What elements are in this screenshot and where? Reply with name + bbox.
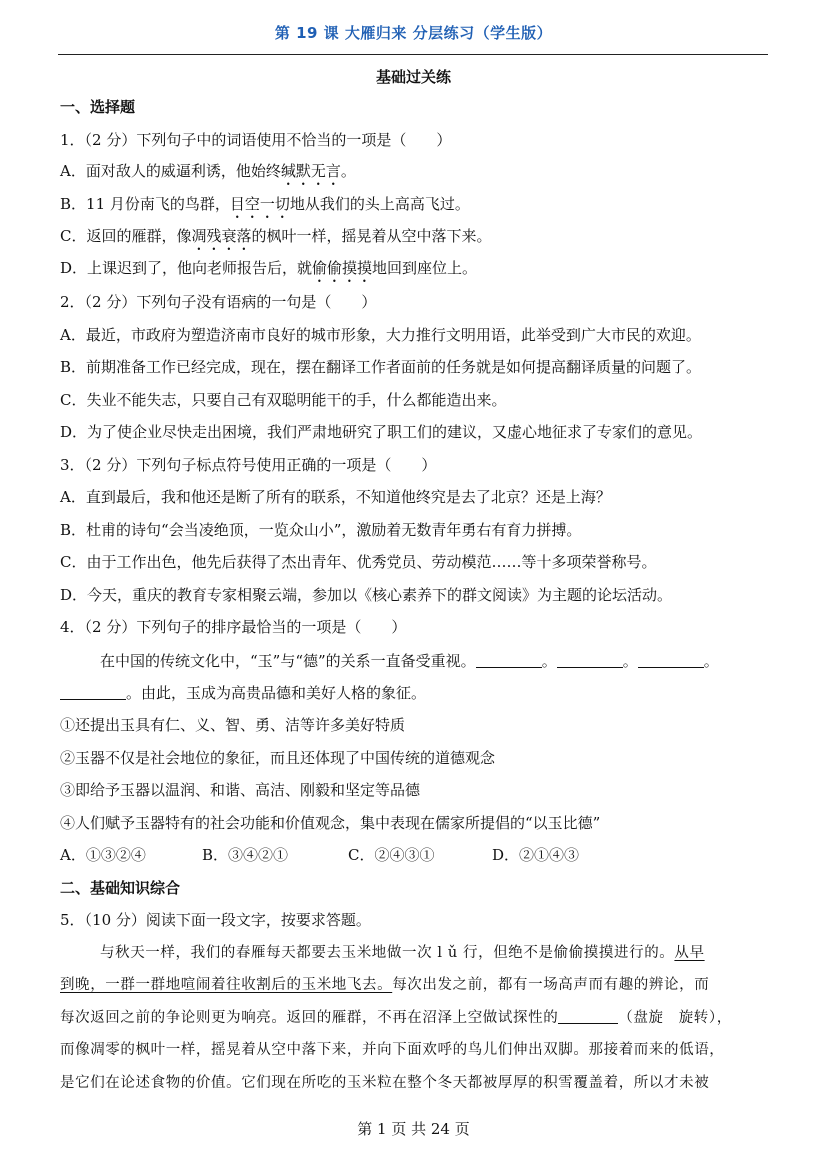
section-heading-choice: 一、选择题 xyxy=(60,98,136,116)
q2-option-b: B．前期准备工作已经完成，现在，摆在翻译工作者面前的任务就是如何提高翻译质量的问题了。 xyxy=(60,358,702,376)
q1-d-text-post: 地回到座位上。 xyxy=(372,259,478,277)
q4-paragraph-line2 xyxy=(60,683,426,703)
q1-option-c xyxy=(60,226,492,254)
q4-para2-text: 。由此，玉成为高贵品德和美好人格的象征。 xyxy=(126,684,427,702)
q2-option-c: C．失业不能失志，只要自己有双聪明能干的手，什么都能造出来。 xyxy=(60,391,507,409)
q1-b-text-pre: B．11 月份南飞的鸟群， xyxy=(60,195,230,213)
q4-stem: 4．（2 分）下列句子的排序最恰当的一项是（ ） xyxy=(60,618,407,636)
section-subtitle: 基础过关练 xyxy=(375,68,451,86)
q2-stem: 2．（2 分）下列句子没有语病的一句是（ ） xyxy=(60,293,377,311)
q3-stem: 3．（2 分）下列句子标点符号使用正确的一项是（ ） xyxy=(60,456,437,474)
page-footer: 第 1 页 共 24 页 xyxy=(357,1120,470,1138)
q4-para1-text: 在中国的传统文化中，“玉”与“德”的关系一直备受重视。 xyxy=(100,652,476,670)
q2-option-a: A．最近，市政府为塑造济南市良好的城市形象，大力推行文明用语，此举受到广大市民的欢迎。 xyxy=(60,326,701,344)
q4-option-c: C．②④③① xyxy=(348,846,435,864)
q4-item-3: ③即给予玉器以温润、和谐、高洁、刚毅和坚定等品德 xyxy=(60,781,421,799)
q1-stem: 1．（2 分）下列句子中的词语使用不恰当的一项是（ ） xyxy=(60,131,452,149)
q4-item-4: ④人们赋予玉器特有的社会功能和价值观念，集中表现在儒家所提倡的“以玉比德” xyxy=(60,814,601,832)
q1-b-dotted-word: 目空一切 xyxy=(229,195,290,213)
q4-blank-2 xyxy=(557,653,623,668)
q4-paragraph-line1: 在中国的传统文化中，“玉”与“德”的关系一直备受重视。 。 。 。 xyxy=(100,652,719,670)
q4-blank-4 xyxy=(60,685,126,700)
q2-option-d: D．为了使企业尽快走出困境，我们严肃地研究了职工们的建议，又虚心地征求了专家们的意见。 xyxy=(60,423,703,441)
q1-d-text-pre: D．上课迟到了，他向老师报告后，就 xyxy=(60,259,313,277)
section-heading-knowledge: 二、基础知识综合 xyxy=(60,879,181,897)
q5-passage-line3 xyxy=(60,1008,732,1028)
q1-c-dotted-word: 凋残衰落 xyxy=(191,227,252,245)
q5-stem: 5．（10 分）阅读下面一段文字，按要求答题。 xyxy=(60,911,371,929)
q1-a-text-pre: A．面对敌人的威逼利诱，他始终 xyxy=(60,162,281,180)
q3-option-c: C．由于工作出色，他先后获得了杰出青年、优秀党员、劳动模范……等十多项荣誉称号。 xyxy=(60,553,657,571)
q3-option-a: A．直到最后，我和他还是断了所有的联系，不知道他终究是去了北京？还是上海？ xyxy=(60,488,611,506)
q5-passage-line1 xyxy=(100,943,705,963)
q5-l1-text: 与秋天一样，我们的春雁每天都要去玉米地做一次 l ǔ 行，但绝不是偷偷摸摸进行的。 xyxy=(100,945,675,961)
q5-l2-underlined: 到晚，一群一群地喧闹着往收割后的玉米地飞去。 xyxy=(60,977,393,993)
q5-passage-line2 xyxy=(60,975,709,995)
q3-option-d: D．今天，重庆的教育专家相聚云端，参加以《核心素养下的群文阅读》为主题的论坛活动。 xyxy=(60,586,673,604)
q5-passage-line4: 而像凋零的枫叶一样，摇晃着从空中落下来，并向下面欢呼的鸟儿们伸出双脚。那接着而来的低语， xyxy=(60,1042,725,1058)
q1-option-d xyxy=(60,258,477,286)
q5-l1-underlined: 从早 xyxy=(674,945,705,961)
q5-passage-line5: 是它们在论述食物的价值。它们现在所吃的玉米粒在整个冬天都被厚厚的积雪覆盖着，所以才未被 xyxy=(60,1075,710,1091)
title-divider xyxy=(58,54,768,55)
q1-option-b xyxy=(60,194,470,222)
q1-option-a xyxy=(60,161,356,189)
q5-l3-text: 每次返回之前的争论则更为响亮。返回的雁群，不再在沼泽上空做试探性的 xyxy=(60,1010,559,1026)
q4-options xyxy=(60,845,579,865)
q1-a-dotted-word: 缄默无言 xyxy=(280,162,341,180)
q1-a-text-post: 。 xyxy=(340,162,356,180)
q4-item-1: ①还提出玉具有仁、义、智、勇、洁等许多美好特质 xyxy=(60,716,406,734)
q4-item-2: ②玉器不仅是社会地位的象征，而且还体现了中国传统的道德观念 xyxy=(60,749,496,767)
q4-option-b: B．③④②① xyxy=(202,846,289,864)
q5-l2-text: 每次出发之前，都有一场高声而有趣的辨论，而 xyxy=(392,977,710,993)
q4-option-d: D．②①④③ xyxy=(492,846,580,864)
q3-option-b: B．杜甫的诗句“会当凌绝顶，一览众山小”，激励着无数青年勇右有育力拼搏。 xyxy=(60,521,582,539)
q1-d-dotted-word: 偷偷摸摸 xyxy=(312,259,373,277)
q4-blank-3 xyxy=(638,653,704,668)
q4-blank-1 xyxy=(476,653,542,668)
q1-c-text-pre: C．返回的雁群，像 xyxy=(60,227,192,245)
q1-c-text-post: 的枫叶一样，摇晃着从空中落下来。 xyxy=(251,227,492,245)
q5-blank xyxy=(558,1009,618,1024)
q5-l3-choice: （盘旋 旋转）， xyxy=(618,1010,732,1026)
page-title: 第 19 课 大雁归来 分层练习（学生版） xyxy=(274,24,553,42)
q1-b-text-post: 地从我们的头上高高飞过。 xyxy=(289,195,470,213)
q4-option-a: A．①③②④ xyxy=(60,846,146,864)
